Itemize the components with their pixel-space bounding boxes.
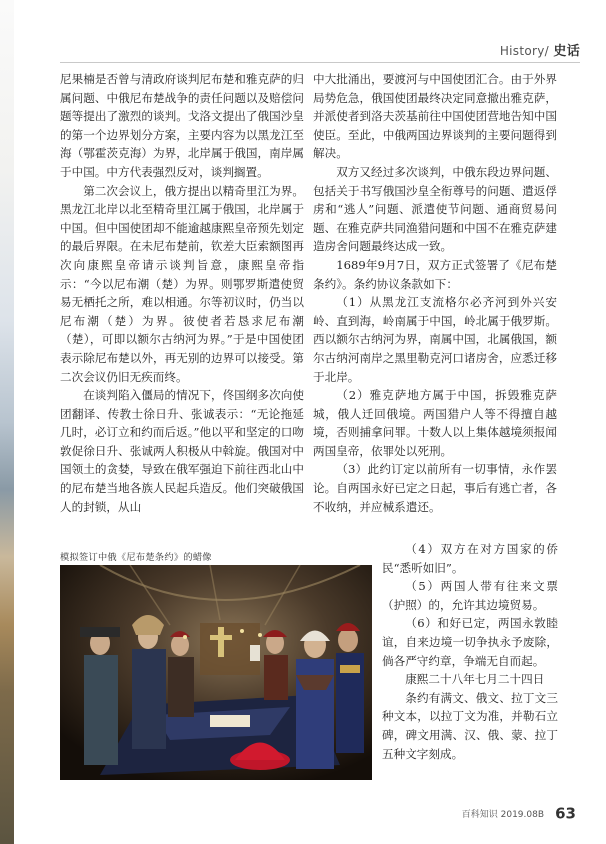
paragraph: 第二次会议上，俄方提出以精奇里江为界。黑龙江北岸以北至精奇里江属于俄国，北岸属于中国。但中国使团却不能逾越康熙皇帝预先划定的最后界限。在未尼布楚前，钦差大臣索额图再次向康熙皇帝请示谈判旨意，康熙皇帝指示：“今以尼布潮（楚）为界。则鄂罗斯遣使贸易无栖托之所，难以相通。尔等初议时，仍当以尼布潮（楚）为界。彼使者若恳求尼布潮（楚），可即以额尔古纳河为界。”于是中国使团表示除尼布楚以外，再无别的边界可以接受。第二次会议仍旧无疾而终。 — [60, 183, 304, 384]
left-edge-photo-strip — [0, 0, 14, 844]
paragraph: （1）从黑龙江支流格尔必齐河到外兴安岭、直到海，岭南属于中国，岭北属于俄罗斯。西以额尔古纳河为界，南属中国，北属俄国，额尔古纳河南岸之黑里勒克河口诸房舍，应悉迁移于北岸。 — [313, 295, 557, 384]
paragraph: （4）双方在对方国家的侨民“悉听如旧”。 — [382, 542, 558, 575]
article-column-right-lower — [382, 540, 558, 763]
wax-figure-photo — [60, 565, 372, 780]
paragraph: （6）和好已定，两国永敦睦谊，自来边境一切争执永予废除，倘各严守约章，争端无自而起。 — [382, 616, 558, 668]
section-title-en: History — [499, 44, 545, 58]
paragraph: 康熙二十八年七月二十四日 — [405, 672, 545, 687]
section-title-slash: / — [544, 44, 549, 58]
section-header — [500, 40, 580, 59]
paragraph: 尼果楠是否曾与清政府谈判尼布楚和雅克萨的归属问题、中俄尼布楚战争的责任问题以及赔偿问题等提出了激烈的谈判。戈洛文提出了俄国沙皇的第一个边界划分方案，主要内容为以黑龙江至海（鄂霍茨克海）为界，北岸属于俄国，南岸属于中国。中方代表强烈反对，谈判搁置。 — [60, 72, 304, 179]
article-column-right — [313, 70, 557, 516]
paragraph: 条约有满文、俄文、拉丁文三种文本，以拉丁文为准，并勒石立碑，碑文用满、汉、俄、蒙、拉丁五种文字刻成。 — [382, 690, 558, 761]
magazine-issue: 百科知识 2019.08B — [461, 809, 545, 820]
article-column-left — [60, 70, 304, 516]
paragraph: （3）此约订定以前所有一切事情，永作罢论。自两国永好已定之日起，事后有逃亡者，各不收纳，并应械系遣还。 — [313, 462, 557, 514]
section-title-zh: 史话 — [553, 44, 580, 59]
paragraph: 双方又经过多次谈判，中俄东段边界问题、包括关于书写俄国沙皇全衔尊号的问题、遣返俘虏和“逃人”问题、派遣使节问题、通商贸易问题、在雅克萨共同渔猎问题和中国不在雅克萨建造房舍问题最终达成一致。 — [313, 164, 557, 254]
paragraph: 1689年9月7日，双方正式签署了《尼布楚条约》。条约协议条款如下： — [313, 257, 557, 291]
photo-caption: 模拟签订中俄《尼布楚条约》的蜡像 — [60, 552, 212, 563]
header-divider — [60, 62, 580, 63]
page-footer — [462, 803, 576, 823]
page-number: 63 — [555, 804, 576, 822]
paragraph: 中大批涌出，要渡河与中国使团汇合。由于外界局势危急，俄国使团最终决定同意撤出雅克萨，并派使者到洛夫茨基前往中国使团营地告知中国使臣。至此，中俄两国边界谈判的主要问题得到解决。 — [313, 72, 557, 161]
paragraph: （2）雅克萨地方属于中国，拆毁雅克萨城，俄人迁回俄境。两国猎户人等不得擅自越境，否则捕拿问罪。十数人以上集体越境须报闻两国皇帝，依罪处以死刑。 — [313, 388, 557, 458]
paragraph: （5）两国人带有往来文票（护照）的，允许其边境贸易。 — [382, 579, 558, 612]
paragraph: 在谈判陷入僵局的情况下，佟国纲多次向使团翻译、传教士徐日升、张诚表示：“无论拖延几时，必订立和约而后返。”他以平和坚定的口吻敦促徐日升、张诚两人积极从中斡旋。俄国对中国领土的贪婪，导致在俄军强迫下前往西北山中的尼布楚当地各族人民起兵造反。他们突破俄国人的封锁，从山 — [60, 388, 304, 514]
